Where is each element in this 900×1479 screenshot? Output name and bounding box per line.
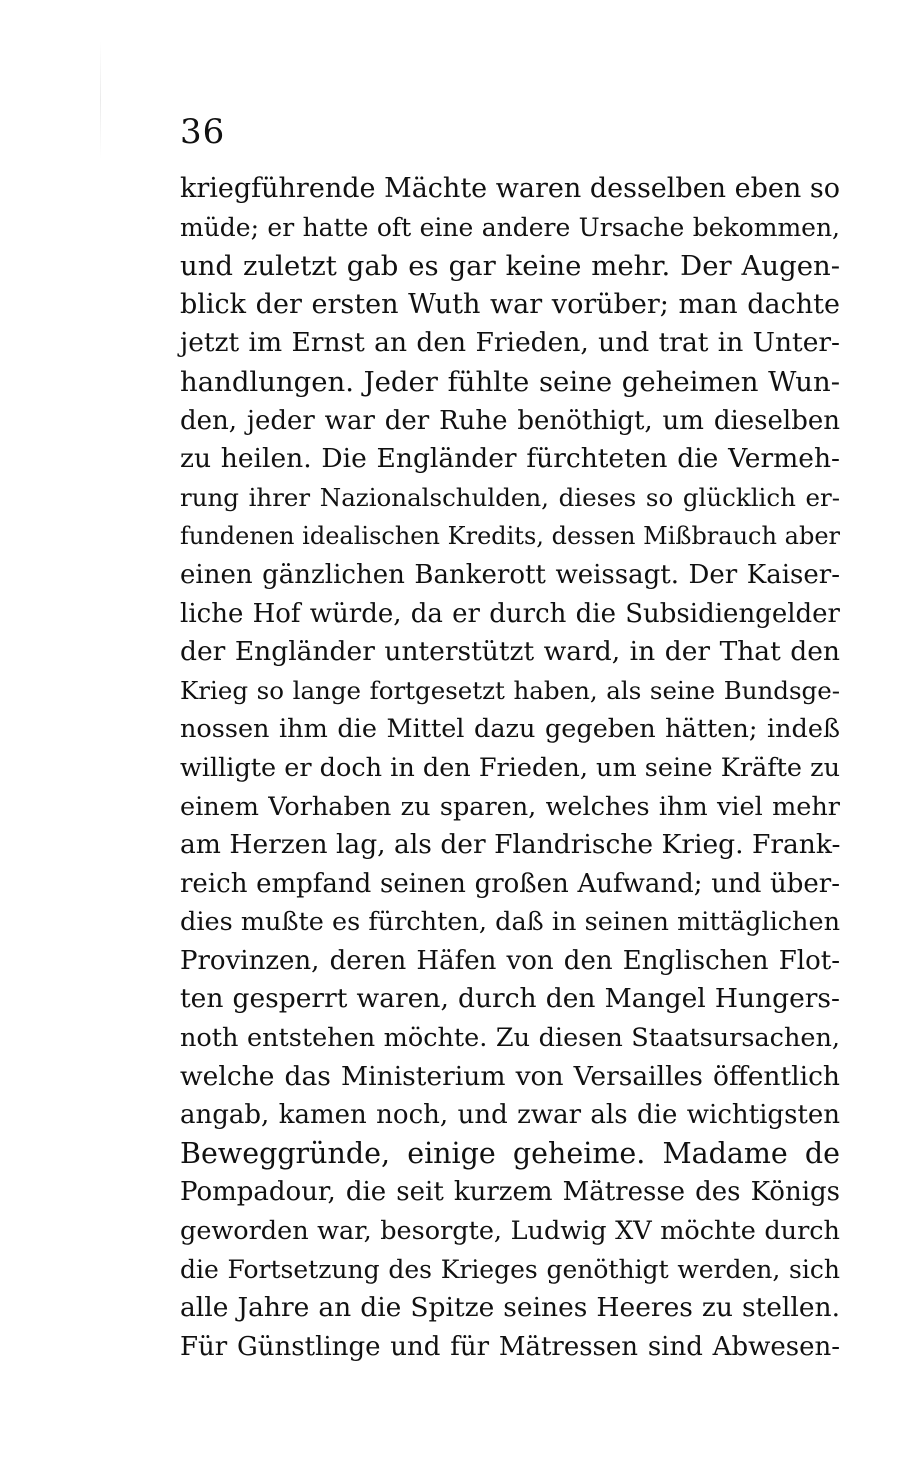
text-line-19: reich empfand seinen großen Aufwand; und über- xyxy=(180,868,840,899)
text-line-1: kriegführende Mächte waren desselben eben so xyxy=(180,173,840,204)
text-line-24: welche das Ministerium von Versailles öffentlich xyxy=(180,1060,840,1092)
text-line-18: am Herzen lag, als der Flandrische Krieg. Frank- xyxy=(180,829,841,861)
text-line-4: blick der ersten Wuth war vorüber; man dachte xyxy=(180,288,840,320)
text-line-20: dies mußte es fürchten, daß in seinen mittäglichen xyxy=(180,907,840,938)
text-line-7: den, jeder war der Ruhe benöthigt, um dieselben xyxy=(180,405,840,436)
text-line-16: willigte er doch in den Frieden, um seine Kräfte zu xyxy=(180,752,840,783)
text-line-28: geworden war, besorgte, Ludwig XV möchte durch xyxy=(180,1216,840,1247)
text-line-15: nossen ihm die Mittel dazu gegeben hätten; indeß xyxy=(180,714,840,745)
text-line-23: noth entstehen möchte. Zu diesen Staatsursachen, xyxy=(180,1023,840,1054)
text-line-13: der Engländer unterstützt ward, in der That den xyxy=(180,636,840,668)
text-line-26: Beweggründe, einige geheime. Madame de xyxy=(180,1136,840,1170)
text-line-17: einem Vorhaben zu sparen, welches ihm viel mehr xyxy=(180,791,840,822)
text-line-25: angab, kamen noch, und zwar als die wichtigsten xyxy=(180,1100,840,1131)
page-number: 36 xyxy=(180,112,226,152)
body-text xyxy=(180,170,840,1366)
text-line-6: handlungen. Jeder fühlte seine geheimen Wun- xyxy=(180,365,840,398)
gutter-shadow xyxy=(100,40,101,160)
text-line-11: einen gänzlichen Bankerott weissagt. Der Kaiser- xyxy=(180,559,840,590)
text-line-29: die Fortsetzung des Krieges genöthigt werden, sich xyxy=(180,1254,840,1284)
text-line-3: und zuletzt gab es gar keine mehr. Der Augen- xyxy=(180,250,840,283)
text-line-12: liche Hof würde, da er durch die Subsidiengelder xyxy=(180,598,840,629)
text-line-2: müde; er hatte oft eine andere Ursache bekommen, xyxy=(180,212,840,242)
text-line-31: Für Günstlinge und für Mätressen sind Abwesen- xyxy=(180,1331,840,1362)
text-line-30: alle Jahre an die Spitze seines Heeres zu stellen. xyxy=(180,1292,840,1324)
text-line-8: zu heilen. Die Engländer fürchteten die Vermeh- xyxy=(180,443,840,475)
text-line-9: rung ihrer Nazionalschulden, dieses so glücklich er- xyxy=(180,482,840,512)
text-line-27: Pompadour, die seit kurzem Mätresse des Königs xyxy=(180,1177,840,1208)
text-line-10: fundenen idealischen Kredits, dessen Mißbrauch aber xyxy=(180,522,840,551)
text-line-21: Provinzen, deren Häfen von den Englischen Flot- xyxy=(180,945,840,976)
text-line-22: ten gesperrt waren, durch den Mangel Hungers- xyxy=(180,983,840,1015)
text-line-14: Krieg so lange fortgesetzt haben, als seine Bundsge- xyxy=(180,675,840,705)
text-line-5: jetzt im Ernst an den Frieden, und trat in Unter- xyxy=(180,327,840,359)
